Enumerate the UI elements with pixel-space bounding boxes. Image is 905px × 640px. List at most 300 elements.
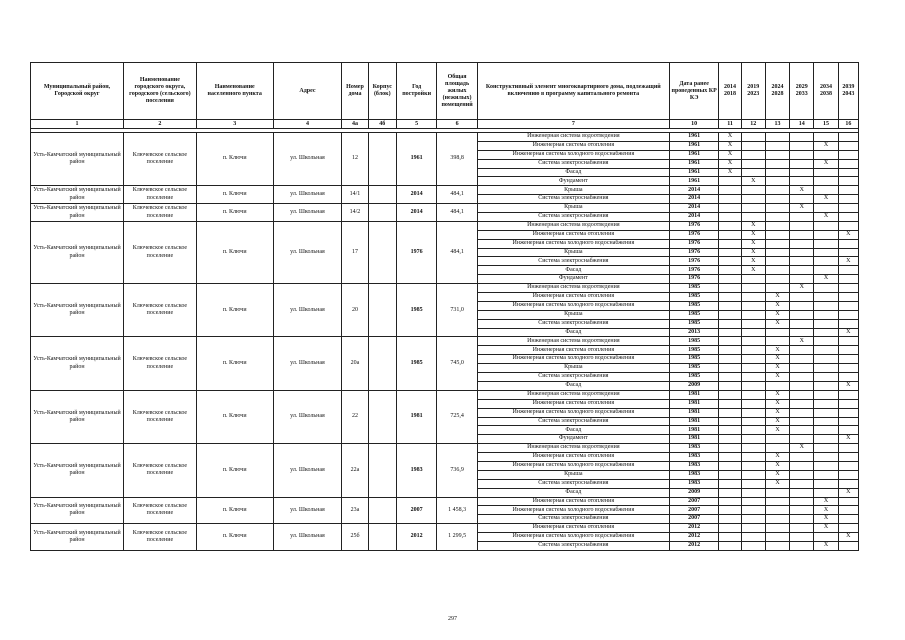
district-cell: Усть-Камчатский муниципальный район <box>31 133 124 186</box>
period-mark-cell <box>741 373 765 382</box>
period-mark-cell <box>741 195 765 204</box>
period-mark-cell: X <box>814 515 838 524</box>
settlement-cell: Ключевское сельское поселение <box>124 204 197 222</box>
prior-repair-date-cell: 1983 <box>669 461 719 470</box>
prior-repair-date-cell: 1985 <box>669 310 719 319</box>
period-mark-cell <box>790 195 814 204</box>
prior-repair-date-cell: 1961 <box>669 150 719 159</box>
column-number: 6 <box>437 120 477 129</box>
period-mark-cell: X <box>838 488 858 497</box>
period-mark-cell <box>838 248 858 257</box>
period-mark-cell <box>814 319 838 328</box>
period-mark-cell <box>790 488 814 497</box>
period-mark-cell <box>790 266 814 275</box>
period-mark-cell: X <box>790 186 814 195</box>
period-mark-cell <box>719 257 741 266</box>
period-mark-cell <box>741 213 765 222</box>
period-mark-cell <box>790 470 814 479</box>
year-cell: 1961 <box>396 133 436 186</box>
period-mark-cell <box>790 159 814 168</box>
prior-repair-date-cell: 1983 <box>669 479 719 488</box>
period-mark-cell <box>790 533 814 542</box>
period-mark-cell <box>719 293 741 302</box>
prior-repair-date-cell: 2013 <box>669 328 719 337</box>
header-settlement: Наименование городского округа, городского (сельского) поселения <box>124 63 197 120</box>
period-mark-cell: X <box>765 399 789 408</box>
address-cell: ул. Школьная <box>273 524 342 551</box>
settlement-cell: Ключевское сельское поселение <box>124 186 197 204</box>
period-mark-cell <box>719 230 741 239</box>
locality-cell: п. Ключи <box>196 524 273 551</box>
period-mark-cell <box>741 364 765 373</box>
column-number: 10 <box>669 120 719 129</box>
area-cell: 484,1 <box>437 221 477 283</box>
column-number: 14 <box>790 120 814 129</box>
table-row <box>31 497 859 506</box>
period-mark-cell <box>719 221 741 230</box>
period-mark-cell <box>719 204 741 213</box>
element-cell: Фундамент <box>477 275 669 284</box>
period-mark-cell: X <box>765 453 789 462</box>
period-mark-cell: X <box>838 533 858 542</box>
period-mark-cell <box>814 150 838 159</box>
table-body <box>31 133 859 551</box>
house-number-cell: 20а <box>342 337 368 390</box>
period-mark-cell <box>790 364 814 373</box>
period-mark-cell <box>790 417 814 426</box>
prior-repair-date-cell: 2009 <box>669 488 719 497</box>
period-mark-cell: X <box>814 213 838 222</box>
element-cell: Инженерная система холодного водоснабжения <box>477 408 669 417</box>
prior-repair-date-cell: 2009 <box>669 381 719 390</box>
period-mark-cell <box>838 461 858 470</box>
period-mark-cell <box>838 506 858 515</box>
district-cell: Усть-Камчатский муниципальный район <box>31 186 124 204</box>
period-mark-cell <box>838 408 858 417</box>
element-cell: Система электроснабжения <box>477 195 669 204</box>
period-mark-cell <box>814 133 838 142</box>
prior-repair-date-cell: 1976 <box>669 230 719 239</box>
period-mark-cell <box>765 230 789 239</box>
address-cell: ул. Школьная <box>273 133 342 186</box>
prior-repair-date-cell: 1983 <box>669 444 719 453</box>
period-mark-cell <box>765 524 789 533</box>
period-mark-cell: X <box>838 230 858 239</box>
block-cell <box>368 204 396 222</box>
page-number: 297 <box>448 616 457 622</box>
period-mark-cell: X <box>765 373 789 382</box>
period-mark-cell <box>838 221 858 230</box>
table-row <box>31 524 859 533</box>
period-mark-cell <box>741 461 765 470</box>
period-mark-cell <box>741 435 765 444</box>
period-mark-cell <box>790 150 814 159</box>
capital-repair-table <box>30 62 859 551</box>
period-mark-cell: X <box>741 257 765 266</box>
period-mark-cell <box>719 524 741 533</box>
element-cell: Крыша <box>477 310 669 319</box>
period-mark-cell: X <box>765 470 789 479</box>
prior-repair-date-cell: 2007 <box>669 515 719 524</box>
address-cell: ул. Школьная <box>273 390 342 443</box>
house-number-cell: 14/2 <box>342 204 368 222</box>
period-mark-cell <box>765 435 789 444</box>
table-row <box>31 444 859 453</box>
element-cell: Система электроснабжения <box>477 319 669 328</box>
period-mark-cell <box>741 284 765 293</box>
element-cell: Фундамент <box>477 435 669 444</box>
period-mark-cell <box>741 444 765 453</box>
period-mark-cell <box>741 533 765 542</box>
period-mark-cell <box>838 284 858 293</box>
locality-cell: п. Ключи <box>196 284 273 337</box>
period-mark-cell <box>719 319 741 328</box>
element-cell: Фасад <box>477 168 669 177</box>
element-cell: Инженерная система холодного водоснабжения <box>477 506 669 515</box>
period-mark-cell <box>814 257 838 266</box>
period-mark-cell <box>814 221 838 230</box>
period-mark-cell <box>765 533 789 542</box>
period-mark-cell <box>719 266 741 275</box>
period-mark-cell <box>814 417 838 426</box>
period-mark-cell <box>790 381 814 390</box>
address-cell: ул. Школьная <box>273 497 342 524</box>
period-mark-cell <box>765 515 789 524</box>
element-cell: Крыша <box>477 364 669 373</box>
prior-repair-date-cell: 1985 <box>669 284 719 293</box>
prior-repair-date-cell: 2012 <box>669 541 719 550</box>
period-mark-cell <box>765 275 789 284</box>
area-cell: 398,8 <box>437 133 477 186</box>
period-mark-cell <box>719 399 741 408</box>
column-number: 16 <box>838 120 858 129</box>
locality-cell: п. Ключи <box>196 204 273 222</box>
locality-cell: п. Ключи <box>196 497 273 524</box>
element-cell: Инженерная система отопления <box>477 230 669 239</box>
settlement-cell: Ключевское сельское поселение <box>124 524 197 551</box>
column-number: 2 <box>124 120 197 129</box>
period-mark-cell <box>838 133 858 142</box>
element-cell: Система электроснабжения <box>477 515 669 524</box>
table-row <box>31 204 859 213</box>
period-mark-cell <box>719 381 741 390</box>
period-mark-cell <box>765 204 789 213</box>
element-cell: Инженерная система холодного водоснабжения <box>477 461 669 470</box>
prior-repair-date-cell: 1985 <box>669 293 719 302</box>
period-mark-cell <box>814 346 838 355</box>
period-mark-cell <box>814 390 838 399</box>
period-mark-cell: X <box>741 230 765 239</box>
period-mark-cell <box>814 301 838 310</box>
element-cell: Крыша <box>477 248 669 257</box>
element-cell: Крыша <box>477 186 669 195</box>
period-mark-cell <box>765 381 789 390</box>
period-mark-cell <box>790 426 814 435</box>
prior-repair-date-cell: 2012 <box>669 533 719 542</box>
period-mark-cell <box>741 337 765 346</box>
period-mark-cell <box>765 221 789 230</box>
district-cell: Усть-Камчатский муниципальный район <box>31 284 124 337</box>
period-mark-cell <box>719 177 741 186</box>
period-mark-cell <box>838 266 858 275</box>
period-mark-cell <box>814 453 838 462</box>
settlement-cell: Ключевское сельское поселение <box>124 221 197 283</box>
block-cell <box>368 337 396 390</box>
element-cell: Система электроснабжения <box>477 541 669 550</box>
period-mark-cell <box>838 141 858 150</box>
header-house-number: Номер дома <box>342 63 368 120</box>
table-row <box>31 221 859 230</box>
settlement-cell: Ключевское сельское поселение <box>124 284 197 337</box>
period-mark-cell <box>838 355 858 364</box>
period-mark-cell <box>814 239 838 248</box>
prior-repair-date-cell: 2014 <box>669 195 719 204</box>
period-mark-cell <box>838 373 858 382</box>
header-period-2024-2028: 2024 2028 <box>765 63 789 120</box>
prior-repair-date-cell: 1976 <box>669 248 719 257</box>
column-number: 11 <box>719 120 741 129</box>
period-mark-cell <box>838 168 858 177</box>
prior-repair-date-cell: 1976 <box>669 266 719 275</box>
period-mark-cell <box>814 533 838 542</box>
period-mark-cell <box>741 133 765 142</box>
period-mark-cell: X <box>765 346 789 355</box>
period-mark-cell: X <box>765 426 789 435</box>
period-mark-cell: X <box>838 328 858 337</box>
period-mark-cell <box>719 479 741 488</box>
period-mark-cell: X <box>838 435 858 444</box>
period-mark-cell <box>790 390 814 399</box>
period-mark-cell <box>790 213 814 222</box>
element-cell: Фасад <box>477 266 669 275</box>
period-mark-cell <box>838 195 858 204</box>
period-mark-cell <box>838 310 858 319</box>
period-mark-cell <box>838 150 858 159</box>
period-mark-cell <box>838 337 858 346</box>
period-mark-cell <box>838 177 858 186</box>
period-mark-cell <box>741 328 765 337</box>
prior-repair-date-cell: 1976 <box>669 221 719 230</box>
period-mark-cell <box>741 150 765 159</box>
period-mark-cell: X <box>719 141 741 150</box>
column-number-row <box>31 120 859 129</box>
house-number-cell: 23а <box>342 497 368 524</box>
period-mark-cell <box>838 239 858 248</box>
period-mark-cell <box>719 275 741 284</box>
period-mark-cell <box>719 497 741 506</box>
period-mark-cell <box>814 488 838 497</box>
column-number: 7 <box>477 120 669 129</box>
period-mark-cell <box>765 337 789 346</box>
period-mark-cell <box>814 337 838 346</box>
period-mark-cell <box>814 310 838 319</box>
prior-repair-date-cell: 1985 <box>669 373 719 382</box>
period-mark-cell <box>719 239 741 248</box>
header-period-2014-2018: 2014 2018 <box>719 63 741 120</box>
period-mark-cell: X <box>838 257 858 266</box>
column-number: 5 <box>396 120 436 129</box>
prior-repair-date-cell: 1981 <box>669 408 719 417</box>
header-row <box>31 63 859 120</box>
table-row <box>31 133 859 142</box>
prior-repair-date-cell: 1961 <box>669 177 719 186</box>
element-cell: Фасад <box>477 381 669 390</box>
area-cell: 725,4 <box>437 390 477 443</box>
year-cell: 1981 <box>396 390 436 443</box>
house-number-cell: 12 <box>342 133 368 186</box>
period-mark-cell: X <box>741 239 765 248</box>
period-mark-cell <box>765 195 789 204</box>
period-mark-cell <box>765 168 789 177</box>
period-mark-cell <box>790 515 814 524</box>
period-mark-cell: X <box>719 133 741 142</box>
period-mark-cell: X <box>765 417 789 426</box>
block-cell <box>368 284 396 337</box>
header-period-2029-2033: 2029 2033 <box>790 63 814 120</box>
element-cell: Крыша <box>477 470 669 479</box>
period-mark-cell <box>719 444 741 453</box>
table-row <box>31 186 859 195</box>
prior-repair-date-cell: 1976 <box>669 239 719 248</box>
period-mark-cell <box>838 515 858 524</box>
district-cell: Усть-Камчатский муниципальный район <box>31 524 124 551</box>
block-cell <box>368 524 396 551</box>
period-mark-cell <box>741 275 765 284</box>
period-mark-cell <box>790 319 814 328</box>
period-mark-cell <box>741 488 765 497</box>
period-mark-cell <box>814 470 838 479</box>
prior-repair-date-cell: 1985 <box>669 319 719 328</box>
period-mark-cell <box>719 408 741 417</box>
period-mark-cell <box>790 310 814 319</box>
period-mark-cell: X <box>790 284 814 293</box>
element-cell: Инженерная система отопления <box>477 293 669 302</box>
area-cell: 1 299,5 <box>437 524 477 551</box>
period-mark-cell <box>719 506 741 515</box>
prior-repair-date-cell: 1961 <box>669 141 719 150</box>
period-mark-cell <box>719 213 741 222</box>
block-cell <box>368 133 396 186</box>
period-mark-cell <box>838 364 858 373</box>
period-mark-cell <box>741 141 765 150</box>
element-cell: Инженерная система водоотведения <box>477 221 669 230</box>
period-mark-cell: X <box>790 444 814 453</box>
period-mark-cell <box>741 310 765 319</box>
period-mark-cell: X <box>814 497 838 506</box>
district-cell: Усть-Камчатский муниципальный район <box>31 337 124 390</box>
period-mark-cell <box>814 408 838 417</box>
period-mark-cell <box>838 204 858 213</box>
element-cell: Система электроснабжения <box>477 417 669 426</box>
element-cell: Инженерная система отопления <box>477 497 669 506</box>
element-cell: Инженерная система водоотведения <box>477 284 669 293</box>
period-mark-cell <box>790 275 814 284</box>
period-mark-cell <box>765 177 789 186</box>
period-mark-cell <box>741 417 765 426</box>
period-mark-cell <box>719 453 741 462</box>
period-mark-cell <box>741 524 765 533</box>
period-mark-cell <box>765 257 789 266</box>
period-mark-cell: X <box>741 266 765 275</box>
element-cell: Инженерная система отопления <box>477 524 669 533</box>
settlement-cell: Ключевское сельское поселение <box>124 497 197 524</box>
element-cell: Система электроснабжения <box>477 257 669 266</box>
house-number-cell: 22 <box>342 390 368 443</box>
period-mark-cell <box>790 239 814 248</box>
period-mark-cell <box>719 470 741 479</box>
header-prior-repair-date: Дата ранее проведенных КР КЭ <box>669 63 719 120</box>
period-mark-cell <box>790 248 814 257</box>
period-mark-cell <box>719 533 741 542</box>
period-mark-cell <box>719 435 741 444</box>
period-mark-cell <box>790 141 814 150</box>
period-mark-cell <box>838 319 858 328</box>
period-mark-cell <box>719 364 741 373</box>
district-cell: Усть-Камчатский муниципальный район <box>31 497 124 524</box>
period-mark-cell <box>765 328 789 337</box>
period-mark-cell <box>790 168 814 177</box>
district-cell: Усть-Камчатский муниципальный район <box>31 390 124 443</box>
block-cell <box>368 390 396 443</box>
period-mark-cell <box>790 435 814 444</box>
element-cell: Инженерная система отопления <box>477 346 669 355</box>
address-cell: ул. Школьная <box>273 221 342 283</box>
table-row <box>31 390 859 399</box>
period-mark-cell <box>814 461 838 470</box>
period-mark-cell <box>790 479 814 488</box>
period-mark-cell <box>838 470 858 479</box>
period-mark-cell <box>741 390 765 399</box>
element-cell: Инженерная система холодного водоснабжения <box>477 239 669 248</box>
header-element: Конструктивный элемент многоквартирного дома, подлежащий включению в программу капитального ремонта <box>477 63 669 120</box>
period-mark-cell <box>765 506 789 515</box>
period-mark-cell <box>838 159 858 168</box>
period-mark-cell <box>765 141 789 150</box>
period-mark-cell <box>719 515 741 524</box>
header-period-2034-2038: 2034 2038 <box>814 63 838 120</box>
house-number-cell: 20 <box>342 284 368 337</box>
column-number: 4б <box>368 120 396 129</box>
period-mark-cell <box>790 133 814 142</box>
address-cell: ул. Школьная <box>273 444 342 497</box>
period-mark-cell <box>741 497 765 506</box>
house-number-cell: 17 <box>342 221 368 283</box>
element-cell: Система электроснабжения <box>477 479 669 488</box>
period-mark-cell <box>790 230 814 239</box>
prior-repair-date-cell: 1981 <box>669 417 719 426</box>
district-cell: Усть-Камчатский муниципальный район <box>31 221 124 283</box>
period-mark-cell <box>790 346 814 355</box>
period-mark-cell <box>765 150 789 159</box>
period-mark-cell <box>838 293 858 302</box>
element-cell: Инженерная система отопления <box>477 141 669 150</box>
prior-repair-date-cell: 1976 <box>669 275 719 284</box>
area-cell: 736,9 <box>437 444 477 497</box>
element-cell: Инженерная система холодного водоснабжения <box>477 355 669 364</box>
period-mark-cell: X <box>765 461 789 470</box>
period-mark-cell <box>741 186 765 195</box>
prior-repair-date-cell: 1985 <box>669 364 719 373</box>
header-district: Муниципальный район, Городской округ <box>31 63 124 120</box>
table-row <box>31 337 859 346</box>
year-cell: 2012 <box>396 524 436 551</box>
period-mark-cell <box>719 195 741 204</box>
period-mark-cell <box>838 213 858 222</box>
period-mark-cell <box>838 453 858 462</box>
period-mark-cell <box>814 355 838 364</box>
period-mark-cell <box>719 461 741 470</box>
year-cell: 1985 <box>396 284 436 337</box>
